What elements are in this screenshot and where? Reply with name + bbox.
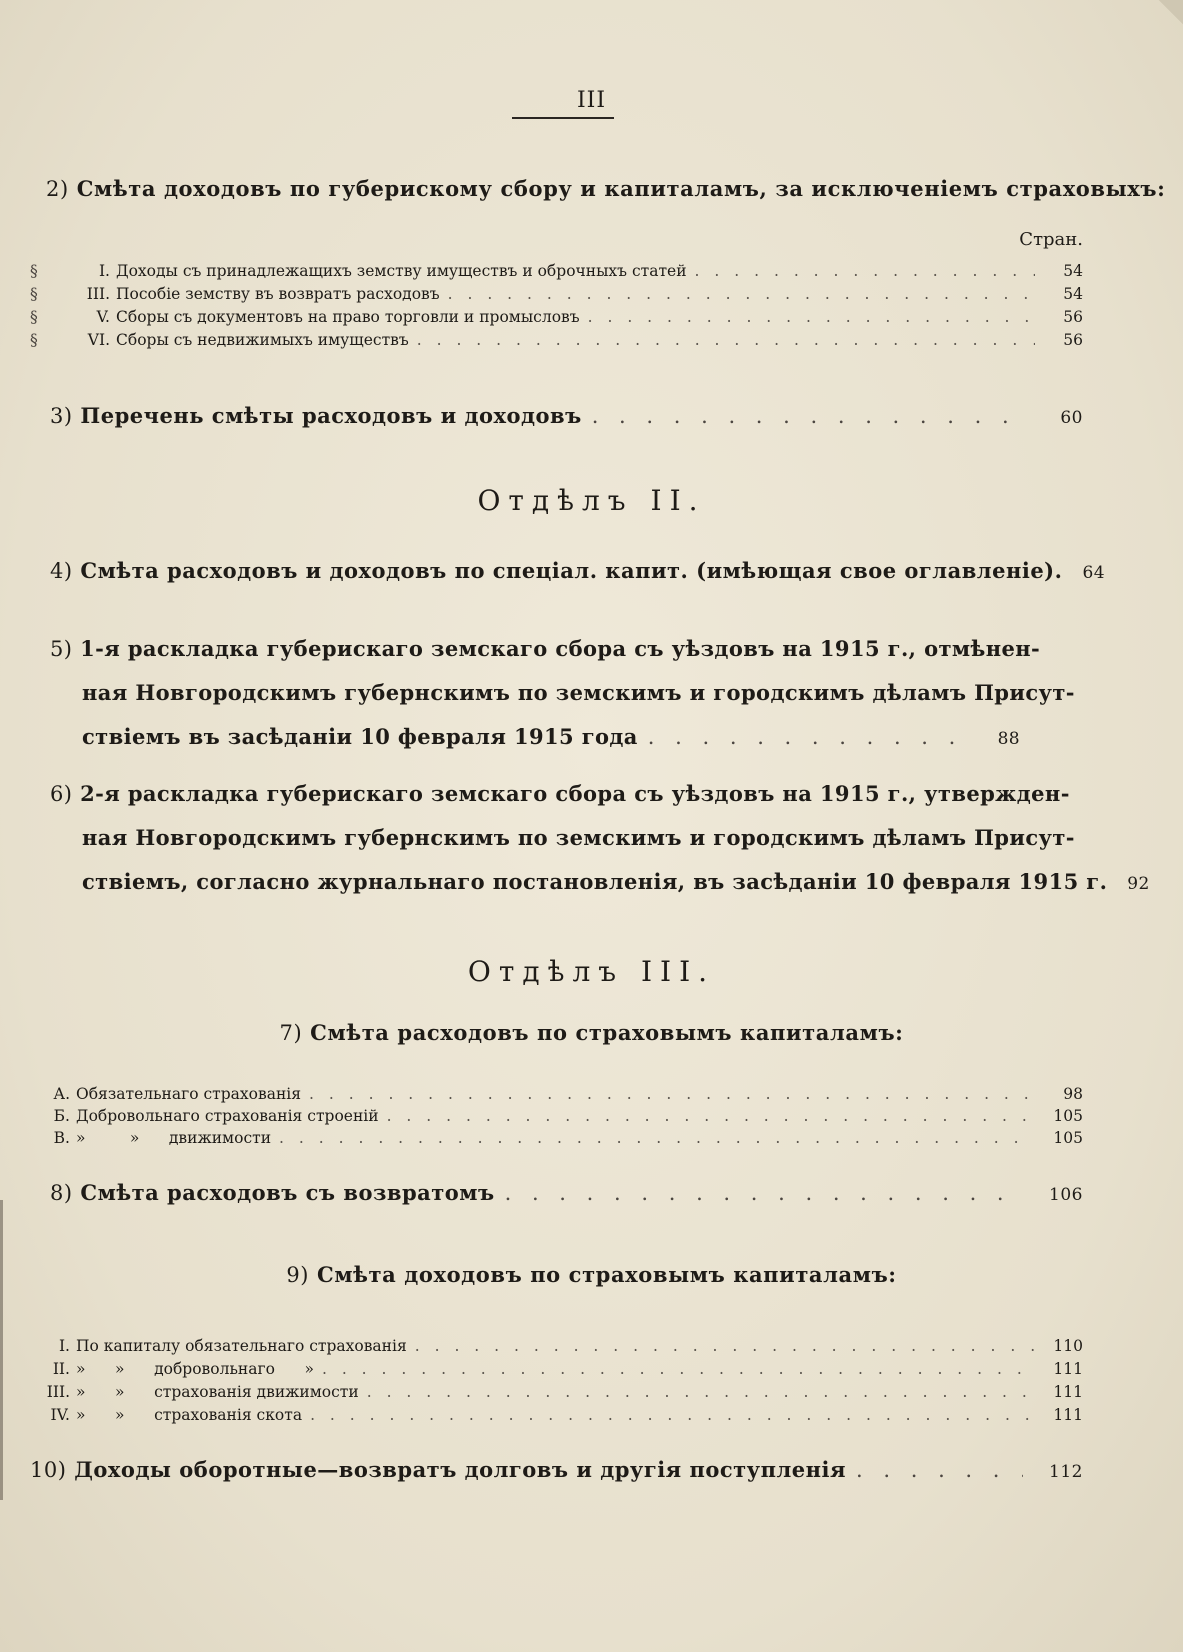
list-item (20, 1085, 1083, 1107)
leader-dots (856, 1458, 1023, 1482)
leader-dots (387, 1107, 1035, 1125)
item-text: Доходы съ принадлежащихъ земству имуществъ и оброчныхъ статей (116, 262, 687, 280)
binding-edge (0, 1200, 3, 1500)
entry-2-heading (46, 176, 1165, 201)
item-numeral: I. (58, 1337, 70, 1355)
entry-5-page: 88 (997, 729, 1020, 749)
item-text: » » страхованія скота (76, 1406, 303, 1424)
item-page: 98 (1063, 1085, 1083, 1103)
leader-dots (367, 1383, 1035, 1401)
item-page: 111 (1053, 1383, 1083, 1401)
item-page: 56 (1063, 331, 1083, 349)
item-numeral: IV. (50, 1406, 70, 1424)
entry-5-number: 5) (50, 637, 73, 661)
item-numeral: II. (52, 1360, 70, 1378)
page-column-header: Стран. (1019, 229, 1083, 250)
entry-10 (30, 1457, 1083, 1482)
item-text: Обязательнаго страхованія (76, 1085, 302, 1103)
leader-dots (415, 1337, 1035, 1355)
entry-6-page: 92 (1127, 874, 1150, 894)
leader-dots (309, 1085, 1035, 1103)
entry-6-number: 6) (50, 782, 73, 806)
list-item (30, 308, 1083, 330)
list-item (20, 1107, 1083, 1129)
leader-dots (695, 262, 1035, 280)
entry-9-number: 9) (286, 1263, 310, 1287)
item-text: » » страхованія движимости (76, 1383, 359, 1401)
item-text: » » движимости (76, 1129, 272, 1147)
item-text: Добровольнаго страхованія строеній (76, 1107, 379, 1125)
entry-6-line-2: ная Новгородскимъ губернскимъ по земскимъ и городскимъ дѣламъ Присут- (82, 825, 1075, 850)
entry-7-heading (0, 1020, 1183, 1045)
leader-dots (322, 1360, 1035, 1378)
list-item (30, 262, 1083, 284)
leader-dots (448, 285, 1035, 303)
entry-3 (50, 403, 1083, 428)
entry-3-title: Перечень смѣты расходовъ и доходовъ (80, 403, 582, 428)
section-mark: § (30, 331, 38, 349)
leader-dots (417, 331, 1035, 349)
entry-8-number: 8) (50, 1181, 73, 1205)
list-item (20, 1406, 1083, 1428)
page-folio: III (576, 88, 607, 113)
item-page: 105 (1053, 1107, 1083, 1125)
entry-2-number: 2) (46, 177, 69, 201)
entry-5-line-1: 1-я раскладка губерискаго земскаго сбора съ уѣздовъ на 1915 г., отмѣнен- (80, 636, 1041, 661)
item-page: 56 (1063, 308, 1083, 326)
item-numeral: III. (86, 285, 110, 303)
section-mark: § (30, 285, 38, 303)
list-item (20, 1129, 1083, 1151)
folded-corner (1153, 0, 1183, 30)
list-item (20, 1360, 1083, 1382)
item-text: Пособіе земству въ возвратъ расходовъ (116, 285, 440, 303)
entry-4-number: 4) (50, 559, 73, 583)
entry-10-page: 112 (1049, 1462, 1083, 1482)
entry-10-title: Доходы оборотные—возвратъ долговъ и другія поступленія (74, 1457, 847, 1482)
entry-3-page: 60 (1060, 408, 1083, 428)
item-page: 111 (1053, 1360, 1083, 1378)
list-item (30, 331, 1083, 353)
entry-6-line-3: ствіемъ, согласно журнальнаго постановленія, въ засѣданіи 10 февраля 1915 г. (82, 869, 1108, 894)
entry-7-number: 7) (279, 1021, 303, 1045)
section-title-otdel-3: Отдѣлъ III. (467, 955, 716, 988)
item-numeral: III. (46, 1383, 70, 1401)
entry-2-title: Смѣта доходовъ по губерискому сбору и капиталамъ, за исключеніемъ страховыхъ: (76, 176, 1166, 201)
item-numeral: VI. (87, 331, 110, 349)
entry-4-page: 64 (1082, 563, 1106, 583)
list-item (30, 285, 1083, 307)
folio-rule (512, 117, 614, 119)
item-letter: А. (53, 1085, 70, 1103)
section-mark: § (30, 262, 38, 280)
entry-9-title: Смѣта доходовъ по страховымъ капиталамъ: (317, 1262, 897, 1287)
leader-dots (592, 404, 1023, 428)
list-item (20, 1383, 1083, 1405)
section-title-otdel-2: Отдѣлъ II. (477, 484, 706, 517)
entry-3-number: 3) (50, 404, 73, 428)
list-item (20, 1337, 1083, 1359)
item-text: Сборы съ документовъ на право торговли и промысловъ (116, 308, 580, 326)
item-page: 111 (1053, 1406, 1083, 1424)
entry-4-title: Смѣта расходовъ и доходовъ по спеціал. капит. (имѣющая свое оглавленіе). (80, 558, 1063, 583)
leader-dots (648, 715, 960, 759)
entry-7-title: Смѣта расходовъ по страховымъ капиталамъ: (310, 1020, 904, 1045)
entry-10-number: 10) (30, 1458, 67, 1482)
section-mark: § (30, 308, 38, 326)
leader-dots (505, 1181, 1023, 1205)
item-numeral: V. (96, 308, 110, 326)
item-letter: В. (53, 1129, 70, 1147)
item-text: По капиталу обязательнаго страхованія (76, 1337, 407, 1355)
entry-6-line-1: 2-я раскладка губерискаго земскаго сбора съ уѣздовъ на 1915 г., утвержден- (80, 781, 1070, 806)
entry-4 (50, 558, 1106, 583)
entry-6 (50, 772, 1150, 906)
item-page: 105 (1053, 1129, 1083, 1147)
entry-8 (50, 1180, 1083, 1205)
leader-dots (279, 1129, 1035, 1147)
leader-dots (588, 308, 1035, 326)
item-page: 110 (1053, 1337, 1083, 1355)
entry-5-line-3: ствіемъ въ засѣданіи 10 февраля 1915 года (82, 724, 638, 749)
item-text: Сборы съ недвижимыхъ имуществъ (116, 331, 409, 349)
entry-8-page: 106 (1049, 1185, 1083, 1205)
item-text: » » добровольнаго » (76, 1360, 314, 1378)
item-numeral: I. (98, 262, 110, 280)
entry-5 (50, 627, 1075, 761)
entry-5-line-2: ная Новгородскимъ губернскимъ по земскимъ и городскимъ дѣламъ Присут- (82, 680, 1075, 705)
item-page: 54 (1063, 285, 1083, 303)
leader-dots (310, 1406, 1035, 1424)
item-letter: Б. (53, 1107, 70, 1125)
item-page: 54 (1063, 262, 1083, 280)
entry-9-heading (0, 1262, 1183, 1287)
entry-8-title: Смѣта расходовъ съ возвратомъ (80, 1180, 495, 1205)
